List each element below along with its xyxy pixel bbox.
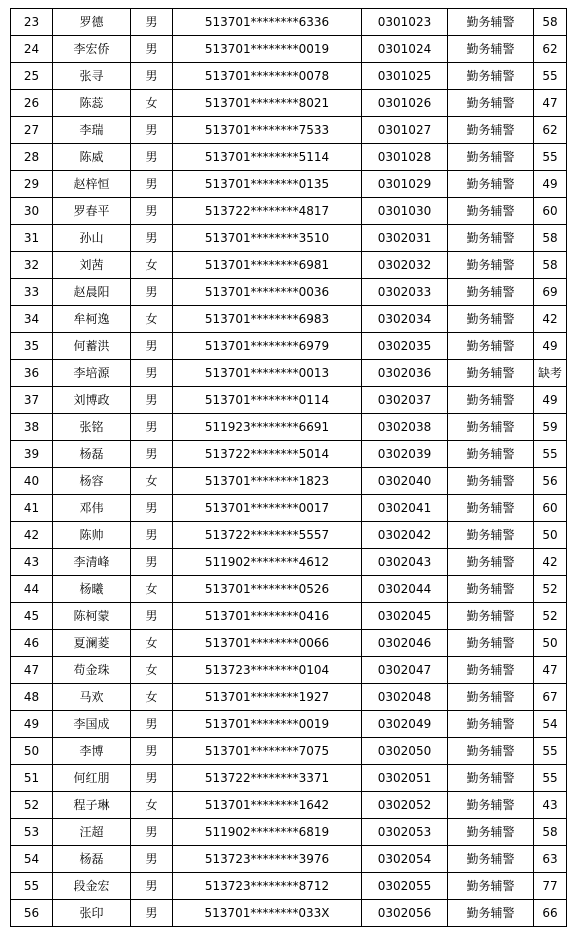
exam-number-cell: 0301028 <box>362 144 448 171</box>
name-cell: 陈威 <box>53 144 131 171</box>
name-cell: 陈帅 <box>53 522 131 549</box>
score-cell: 58 <box>534 819 567 846</box>
table-row <box>11 117 567 144</box>
name-cell: 何蓄洪 <box>53 333 131 360</box>
position-cell: 勤务辅警 <box>448 603 534 630</box>
id-number-cell: 511902********4612 <box>173 549 362 576</box>
exam-number-cell: 0302052 <box>362 792 448 819</box>
name-cell: 马欢 <box>53 684 131 711</box>
position-cell: 勤务辅警 <box>448 738 534 765</box>
table-row <box>11 846 567 873</box>
exam-number-cell: 0302044 <box>362 576 448 603</box>
id-number-cell: 513701********6336 <box>173 9 362 36</box>
row-number-cell: 45 <box>11 603 53 630</box>
position-cell: 勤务辅警 <box>448 630 534 657</box>
table-row <box>11 900 567 927</box>
name-cell: 杨磊 <box>53 441 131 468</box>
gender-cell: 男 <box>131 603 173 630</box>
name-cell: 罗春平 <box>53 198 131 225</box>
gender-cell: 男 <box>131 522 173 549</box>
id-number-cell: 513701********7533 <box>173 117 362 144</box>
name-cell: 赵晨阳 <box>53 279 131 306</box>
score-cell: 58 <box>534 252 567 279</box>
score-cell: 55 <box>534 144 567 171</box>
gender-cell: 男 <box>131 144 173 171</box>
row-number-cell: 26 <box>11 90 53 117</box>
position-cell: 勤务辅警 <box>448 117 534 144</box>
table-row <box>11 90 567 117</box>
position-cell: 勤务辅警 <box>448 387 534 414</box>
id-number-cell: 513722********4817 <box>173 198 362 225</box>
name-cell: 罗德 <box>53 9 131 36</box>
score-cell: 55 <box>534 765 567 792</box>
position-cell: 勤务辅警 <box>448 846 534 873</box>
exam-number-cell: 0302047 <box>362 657 448 684</box>
score-cell: 49 <box>534 387 567 414</box>
id-number-cell: 513701********8021 <box>173 90 362 117</box>
position-cell: 勤务辅警 <box>448 873 534 900</box>
exam-number-cell: 0302041 <box>362 495 448 522</box>
exam-number-cell: 0302053 <box>362 819 448 846</box>
gender-cell: 男 <box>131 36 173 63</box>
score-cell: 47 <box>534 90 567 117</box>
position-cell: 勤务辅警 <box>448 576 534 603</box>
score-cell: 66 <box>534 900 567 927</box>
name-cell: 陈柯蒙 <box>53 603 131 630</box>
score-cell: 58 <box>534 9 567 36</box>
row-number-cell: 25 <box>11 63 53 90</box>
gender-cell: 男 <box>131 387 173 414</box>
name-cell: 李清峰 <box>53 549 131 576</box>
table-row <box>11 468 567 495</box>
exam-number-cell: 0301023 <box>362 9 448 36</box>
score-cell: 49 <box>534 171 567 198</box>
score-cell: 42 <box>534 549 567 576</box>
score-cell: 缺考 <box>534 360 567 387</box>
position-cell: 勤务辅警 <box>448 819 534 846</box>
id-number-cell: 513701********0019 <box>173 711 362 738</box>
name-cell: 李国成 <box>53 711 131 738</box>
exam-number-cell: 0302036 <box>362 360 448 387</box>
row-number-cell: 51 <box>11 765 53 792</box>
gender-cell: 男 <box>131 414 173 441</box>
position-cell: 勤务辅警 <box>448 90 534 117</box>
score-cell: 63 <box>534 846 567 873</box>
id-number-cell: 513701********6981 <box>173 252 362 279</box>
exam-number-cell: 0302048 <box>362 684 448 711</box>
table-row <box>11 360 567 387</box>
gender-cell: 男 <box>131 495 173 522</box>
gender-cell: 男 <box>131 225 173 252</box>
table-row <box>11 279 567 306</box>
exam-number-cell: 0301024 <box>362 36 448 63</box>
row-number-cell: 41 <box>11 495 53 522</box>
exam-number-cell: 0302051 <box>362 765 448 792</box>
gender-cell: 男 <box>131 360 173 387</box>
exam-number-cell: 0302054 <box>362 846 448 873</box>
name-cell: 段金宏 <box>53 873 131 900</box>
gender-cell: 女 <box>131 576 173 603</box>
id-number-cell: 513701********6979 <box>173 333 362 360</box>
gender-cell: 女 <box>131 657 173 684</box>
table-row <box>11 522 567 549</box>
id-number-cell: 513701********033X <box>173 900 362 927</box>
id-number-cell: 513701********0416 <box>173 603 362 630</box>
score-cell: 42 <box>534 306 567 333</box>
gender-cell: 男 <box>131 846 173 873</box>
row-number-cell: 44 <box>11 576 53 603</box>
position-cell: 勤务辅警 <box>448 549 534 576</box>
score-cell: 62 <box>534 117 567 144</box>
table-row <box>11 414 567 441</box>
row-number-cell: 43 <box>11 549 53 576</box>
row-number-cell: 52 <box>11 792 53 819</box>
score-cell: 77 <box>534 873 567 900</box>
id-number-cell: 513701********0135 <box>173 171 362 198</box>
id-number-cell: 513723********8712 <box>173 873 362 900</box>
id-number-cell: 513701********6983 <box>173 306 362 333</box>
score-cell: 60 <box>534 495 567 522</box>
row-number-cell: 55 <box>11 873 53 900</box>
exam-number-cell: 0302043 <box>362 549 448 576</box>
position-cell: 勤务辅警 <box>448 252 534 279</box>
name-cell: 张印 <box>53 900 131 927</box>
position-cell: 勤务辅警 <box>448 333 534 360</box>
table-row <box>11 873 567 900</box>
score-cell: 47 <box>534 657 567 684</box>
exam-number-cell: 0302056 <box>362 900 448 927</box>
name-cell: 何红朋 <box>53 765 131 792</box>
name-cell: 李瑞 <box>53 117 131 144</box>
table-row <box>11 252 567 279</box>
exam-number-cell: 0302033 <box>362 279 448 306</box>
gender-cell: 女 <box>131 468 173 495</box>
table-body <box>11 9 567 927</box>
name-cell: 夏澜菱 <box>53 630 131 657</box>
position-cell: 勤务辅警 <box>448 441 534 468</box>
exam-number-cell: 0302032 <box>362 252 448 279</box>
position-cell: 勤务辅警 <box>448 306 534 333</box>
gender-cell: 女 <box>131 684 173 711</box>
row-number-cell: 50 <box>11 738 53 765</box>
row-number-cell: 29 <box>11 171 53 198</box>
exam-number-cell: 0302045 <box>362 603 448 630</box>
name-cell: 杨磊 <box>53 846 131 873</box>
score-cell: 43 <box>534 792 567 819</box>
row-number-cell: 27 <box>11 117 53 144</box>
name-cell: 李培源 <box>53 360 131 387</box>
id-number-cell: 513701********1823 <box>173 468 362 495</box>
name-cell: 赵梓恒 <box>53 171 131 198</box>
position-cell: 勤务辅警 <box>448 36 534 63</box>
name-cell: 张铭 <box>53 414 131 441</box>
id-number-cell: 513723********0104 <box>173 657 362 684</box>
table-row <box>11 9 567 36</box>
exam-number-cell: 0302050 <box>362 738 448 765</box>
table-row <box>11 441 567 468</box>
id-number-cell: 513701********5114 <box>173 144 362 171</box>
exam-number-cell: 0302031 <box>362 225 448 252</box>
id-number-cell: 513701********0114 <box>173 387 362 414</box>
gender-cell: 男 <box>131 765 173 792</box>
row-number-cell: 47 <box>11 657 53 684</box>
row-number-cell: 56 <box>11 900 53 927</box>
table-row <box>11 63 567 90</box>
score-cell: 69 <box>534 279 567 306</box>
table-row <box>11 657 567 684</box>
table-row <box>11 171 567 198</box>
position-cell: 勤务辅警 <box>448 9 534 36</box>
id-number-cell: 513701********0066 <box>173 630 362 657</box>
row-number-cell: 36 <box>11 360 53 387</box>
row-number-cell: 48 <box>11 684 53 711</box>
id-number-cell: 513701********3510 <box>173 225 362 252</box>
gender-cell: 男 <box>131 549 173 576</box>
table-row <box>11 603 567 630</box>
name-cell: 杨容 <box>53 468 131 495</box>
position-cell: 勤务辅警 <box>448 63 534 90</box>
exam-number-cell: 0302040 <box>362 468 448 495</box>
exam-number-cell: 0301026 <box>362 90 448 117</box>
position-cell: 勤务辅警 <box>448 765 534 792</box>
position-cell: 勤务辅警 <box>448 792 534 819</box>
name-cell: 李宏侨 <box>53 36 131 63</box>
position-cell: 勤务辅警 <box>448 495 534 522</box>
exam-number-cell: 0302049 <box>362 711 448 738</box>
gender-cell: 男 <box>131 63 173 90</box>
position-cell: 勤务辅警 <box>448 414 534 441</box>
row-number-cell: 54 <box>11 846 53 873</box>
id-number-cell: 513701********0036 <box>173 279 362 306</box>
position-cell: 勤务辅警 <box>448 171 534 198</box>
row-number-cell: 53 <box>11 819 53 846</box>
id-number-cell: 513723********3976 <box>173 846 362 873</box>
row-number-cell: 35 <box>11 333 53 360</box>
table-row <box>11 144 567 171</box>
name-cell: 刘茜 <box>53 252 131 279</box>
table-row <box>11 738 567 765</box>
exam-number-cell: 0302035 <box>362 333 448 360</box>
name-cell: 李博 <box>53 738 131 765</box>
name-cell: 杨曦 <box>53 576 131 603</box>
score-cell: 67 <box>534 684 567 711</box>
score-cell: 55 <box>534 441 567 468</box>
table-row <box>11 549 567 576</box>
table-row <box>11 792 567 819</box>
score-cell: 60 <box>534 198 567 225</box>
exam-number-cell: 0302037 <box>362 387 448 414</box>
table-row <box>11 36 567 63</box>
name-cell: 程子琳 <box>53 792 131 819</box>
exam-number-cell: 0302042 <box>362 522 448 549</box>
row-number-cell: 49 <box>11 711 53 738</box>
exam-number-cell: 0301025 <box>362 63 448 90</box>
row-number-cell: 40 <box>11 468 53 495</box>
name-cell: 刘博政 <box>53 387 131 414</box>
gender-cell: 男 <box>131 873 173 900</box>
gender-cell: 男 <box>131 117 173 144</box>
score-cell: 62 <box>534 36 567 63</box>
exam-number-cell: 0302046 <box>362 630 448 657</box>
exam-number-cell: 0301030 <box>362 198 448 225</box>
position-cell: 勤务辅警 <box>448 144 534 171</box>
gender-cell: 男 <box>131 198 173 225</box>
name-cell: 苟金珠 <box>53 657 131 684</box>
name-cell: 汪超 <box>53 819 131 846</box>
position-cell: 勤务辅警 <box>448 900 534 927</box>
row-number-cell: 34 <box>11 306 53 333</box>
id-number-cell: 513722********5014 <box>173 441 362 468</box>
position-cell: 勤务辅警 <box>448 198 534 225</box>
exam-number-cell: 0302034 <box>362 306 448 333</box>
table-row <box>11 333 567 360</box>
gender-cell: 男 <box>131 279 173 306</box>
score-cell: 49 <box>534 333 567 360</box>
id-number-cell: 513701********0019 <box>173 36 362 63</box>
row-number-cell: 24 <box>11 36 53 63</box>
table-row <box>11 819 567 846</box>
gender-cell: 女 <box>131 630 173 657</box>
row-number-cell: 39 <box>11 441 53 468</box>
id-number-cell: 513701********7075 <box>173 738 362 765</box>
position-cell: 勤务辅警 <box>448 522 534 549</box>
gender-cell: 男 <box>131 9 173 36</box>
gender-cell: 女 <box>131 306 173 333</box>
exam-number-cell: 0302055 <box>362 873 448 900</box>
id-number-cell: 513722********5557 <box>173 522 362 549</box>
gender-cell: 男 <box>131 711 173 738</box>
table-row <box>11 684 567 711</box>
score-cell: 59 <box>534 414 567 441</box>
table-row <box>11 576 567 603</box>
row-number-cell: 23 <box>11 9 53 36</box>
id-number-cell: 513701********0017 <box>173 495 362 522</box>
id-number-cell: 511902********6819 <box>173 819 362 846</box>
id-number-cell: 513701********0013 <box>173 360 362 387</box>
row-number-cell: 37 <box>11 387 53 414</box>
position-cell: 勤务辅警 <box>448 711 534 738</box>
table-row <box>11 387 567 414</box>
gender-cell: 男 <box>131 900 173 927</box>
name-cell: 孙山 <box>53 225 131 252</box>
id-number-cell: 511923********6691 <box>173 414 362 441</box>
exam-number-cell: 0301029 <box>362 171 448 198</box>
table-row <box>11 198 567 225</box>
name-cell: 张寻 <box>53 63 131 90</box>
gender-cell: 女 <box>131 252 173 279</box>
id-number-cell: 513701********1642 <box>173 792 362 819</box>
row-number-cell: 31 <box>11 225 53 252</box>
table-row <box>11 306 567 333</box>
position-cell: 勤务辅警 <box>448 468 534 495</box>
gender-cell: 男 <box>131 171 173 198</box>
gender-cell: 男 <box>131 819 173 846</box>
name-cell: 陈蕊 <box>53 90 131 117</box>
gender-cell: 女 <box>131 792 173 819</box>
gender-cell: 女 <box>131 90 173 117</box>
table-row <box>11 711 567 738</box>
exam-number-cell: 0301027 <box>362 117 448 144</box>
gender-cell: 男 <box>131 441 173 468</box>
position-cell: 勤务辅警 <box>448 279 534 306</box>
id-number-cell: 513722********3371 <box>173 765 362 792</box>
row-number-cell: 30 <box>11 198 53 225</box>
id-number-cell: 513701********1927 <box>173 684 362 711</box>
results-table <box>10 8 567 927</box>
position-cell: 勤务辅警 <box>448 360 534 387</box>
score-cell: 52 <box>534 603 567 630</box>
id-number-cell: 513701********0526 <box>173 576 362 603</box>
table-row <box>11 765 567 792</box>
gender-cell: 男 <box>131 738 173 765</box>
score-cell: 55 <box>534 63 567 90</box>
table-row <box>11 225 567 252</box>
name-cell: 牟柯逸 <box>53 306 131 333</box>
row-number-cell: 28 <box>11 144 53 171</box>
name-cell: 邓伟 <box>53 495 131 522</box>
score-cell: 55 <box>534 738 567 765</box>
score-cell: 58 <box>534 225 567 252</box>
row-number-cell: 42 <box>11 522 53 549</box>
score-cell: 56 <box>534 468 567 495</box>
exam-number-cell: 0302038 <box>362 414 448 441</box>
row-number-cell: 46 <box>11 630 53 657</box>
position-cell: 勤务辅警 <box>448 225 534 252</box>
table-row <box>11 495 567 522</box>
score-cell: 54 <box>534 711 567 738</box>
score-cell: 52 <box>534 576 567 603</box>
table-row <box>11 630 567 657</box>
score-cell: 50 <box>534 522 567 549</box>
position-cell: 勤务辅警 <box>448 657 534 684</box>
row-number-cell: 38 <box>11 414 53 441</box>
score-cell: 50 <box>534 630 567 657</box>
id-number-cell: 513701********0078 <box>173 63 362 90</box>
position-cell: 勤务辅警 <box>448 684 534 711</box>
gender-cell: 男 <box>131 333 173 360</box>
row-number-cell: 32 <box>11 252 53 279</box>
exam-number-cell: 0302039 <box>362 441 448 468</box>
row-number-cell: 33 <box>11 279 53 306</box>
